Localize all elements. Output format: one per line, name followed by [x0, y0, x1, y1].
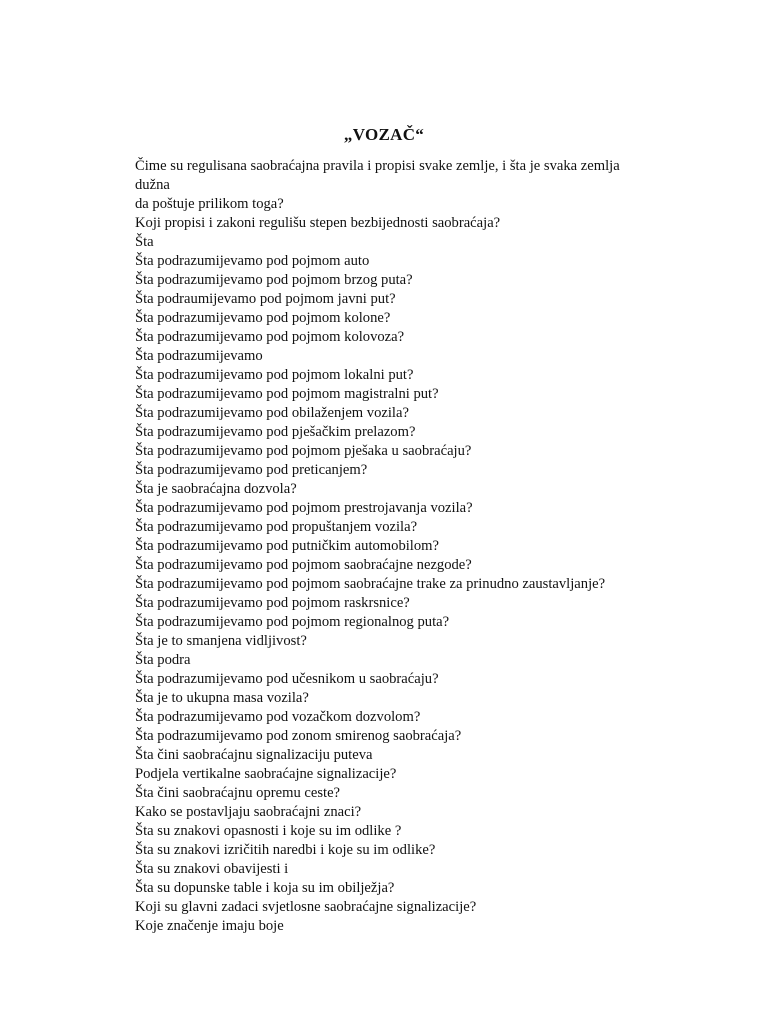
question-line: Šta podrazumijevamo pod preticanjem? [135, 462, 368, 478]
question-line: Šta je to ukupna masa vozila? [135, 690, 309, 706]
question-line: Čime su regulisana saobraćajna pravila i propisi svake zemlje, i šta je svaka zemlja dužna [135, 158, 624, 193]
question-line: Šta podrazumijevamo pod propuštanjem vozila? [135, 519, 418, 535]
question-line: Šta podrazumijevamo pod pojmom magistralni put? [135, 386, 439, 402]
question-line: Šta podrazumijevamo pod zonom smirenog saobraćaja? [135, 728, 462, 744]
question-line: Šta su dopunske table i koja su im obilježja? [135, 880, 395, 896]
question-line: Šta su znakovi opasnosti i koje su im odlike ? [135, 823, 402, 839]
question-line: Koje značenje imaju boje [135, 918, 284, 934]
question-line: Šta je saobraćajna dozvola? [135, 481, 297, 497]
question-line: Šta podrazumijevamo pod pojmom kolovoza? [135, 329, 405, 345]
question-line: Šta čini saobraćajnu signalizaciju puteva [135, 747, 373, 763]
question-line: Šta podrazumijevamo pod pojmom kolone? [135, 310, 391, 326]
question-line: Šta podrazumijevamo pod pojmom saobraćajne trake za prinudno zaustavljanje? [135, 576, 606, 592]
question-line: Šta [135, 234, 154, 250]
question-line: Šta podrazumijevamo [135, 348, 263, 364]
question-line: Koji propisi i zakoni regulišu stepen bezbijednosti saobraćaja? [135, 215, 501, 231]
question-line: Šta podraumijevamo pod pojmom javni put? [135, 291, 396, 307]
question-line: Šta podrazumijevamo pod pojmom auto [135, 253, 370, 269]
question-line: Šta podrazumijevamo pod pješačkim prelazom? [135, 424, 416, 440]
question-line: Šta podrazumijevamo pod pojmom prestrojavanja vozila? [135, 500, 473, 516]
question-line: Kako se postavljaju saobraćajni znaci? [135, 804, 362, 820]
question-line: Šta su znakovi izričitih naredbi i koje su im odlike? [135, 842, 436, 858]
question-line: Koji su glavni zadaci svjetlosne saobraćajne signalizacije? [135, 899, 477, 915]
question-line: Podjela vertikalne saobraćajne signalizacije? [135, 766, 397, 782]
question-list [135, 157, 655, 936]
question-line: Šta podrazumijevamo pod pojmom lokalni put? [135, 367, 414, 383]
question-line: Šta podrazumijevamo pod učesnikom u saobraćaju? [135, 671, 439, 687]
question-line: Šta podrazumijevamo pod putničkim automobilom? [135, 538, 439, 554]
question-line: Šta podrazumijevamo pod vozačkom dozvolom? [135, 709, 421, 725]
question-line: Šta podrazumijevamo pod obilaženjem vozila? [135, 405, 409, 421]
question-line: Šta podrazumijevamo pod pojmom saobraćajne nezgode? [135, 557, 472, 573]
question-line: Šta su znakovi obavijesti i [135, 861, 289, 877]
question-line: Šta podrazumijevamo pod pojmom brzog puta? [135, 272, 413, 288]
question-line: Šta je to smanjena vidljivost? [135, 633, 307, 649]
question-line: Šta podrazumijevamo pod pojmom pješaka u saobraćaju? [135, 443, 472, 459]
question-line: Šta podrazumijevamo pod pojmom regionalnog puta? [135, 614, 450, 630]
question-line: da poštuje prilikom toga? [135, 196, 284, 212]
question-line: Šta čini saobraćajnu opremu ceste? [135, 785, 341, 801]
document-title: „VOZAČ“ [343, 125, 425, 144]
question-line: Šta podrazumijevamo pod pojmom raskrsnice? [135, 595, 410, 611]
question-line: Šta podra [135, 652, 191, 668]
